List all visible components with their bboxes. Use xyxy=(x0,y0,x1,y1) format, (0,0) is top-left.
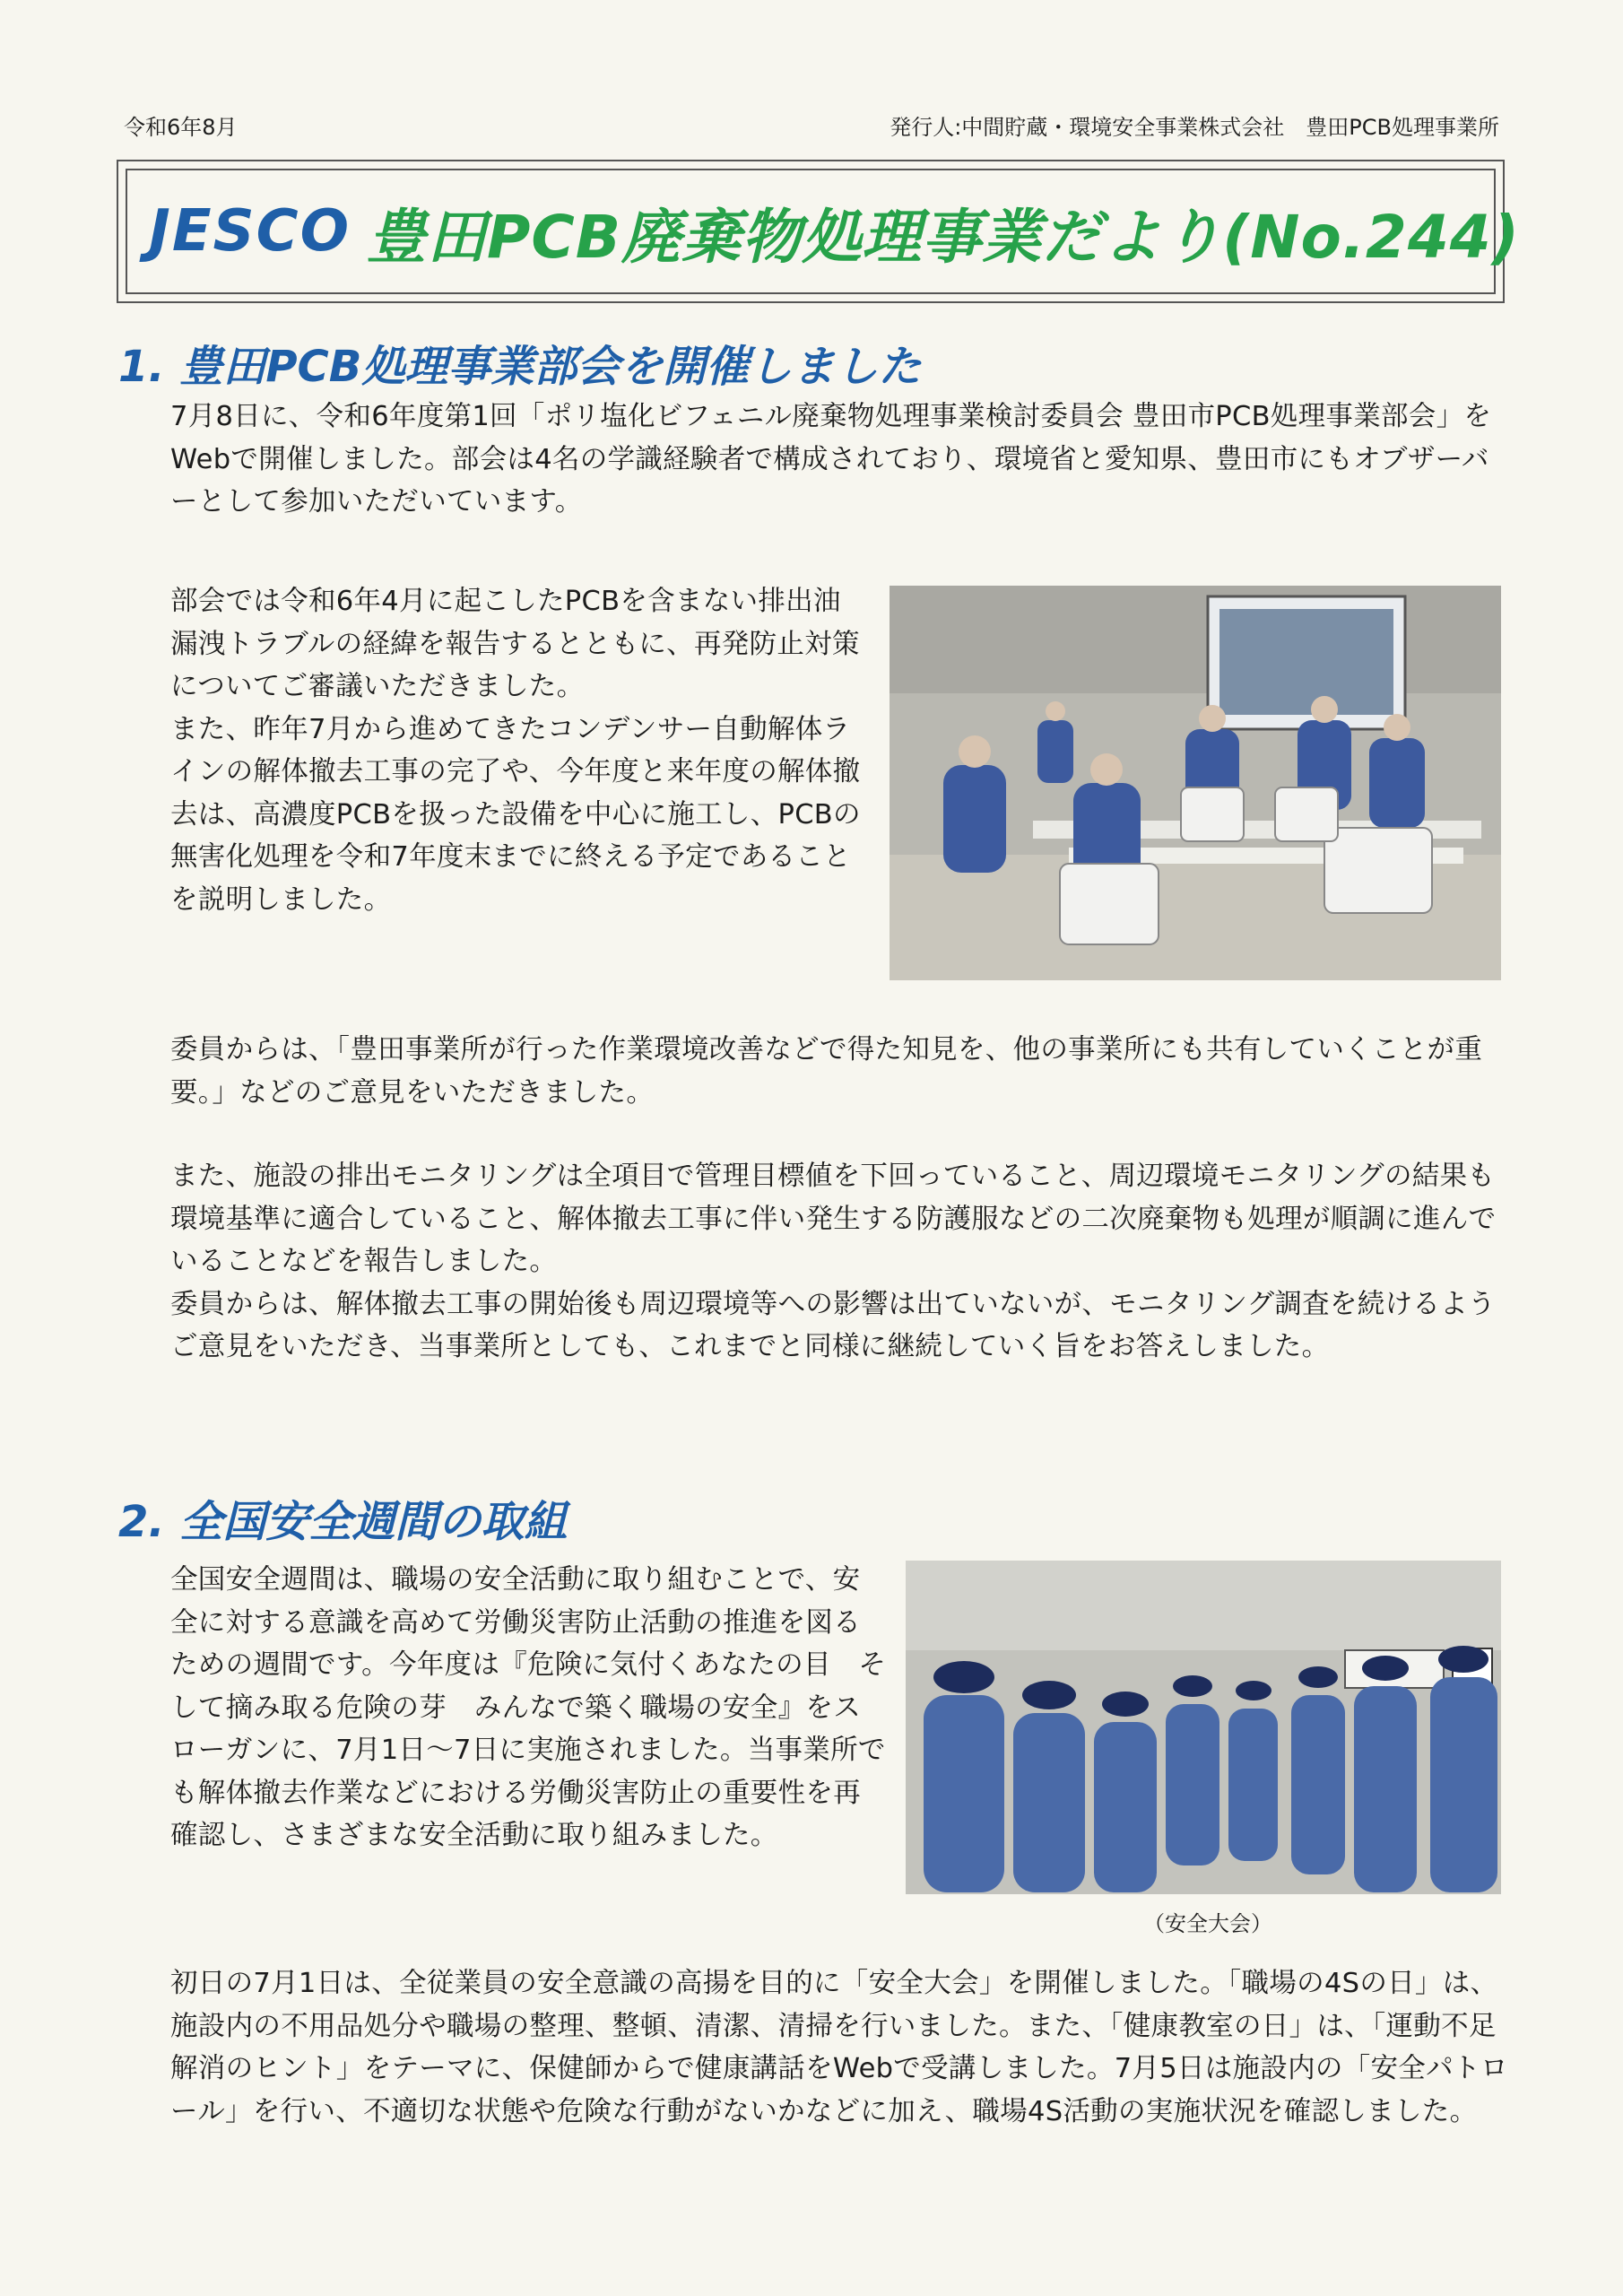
committee-meeting-photo xyxy=(890,586,1501,980)
publisher: 発行人:中間貯蔵・環境安全事業株式会社 豊田PCB処理事業所 xyxy=(890,115,1499,140)
newsletter-title: 豊田PCB廃棄物処理事業だより(No.244) xyxy=(367,202,1520,272)
section-2-paragraph-2: 初日の7月1日は、全従業員の安全意識の高揚を目的に「安全大会」を開催しました。「職場の4Sの日」は、施設内の不用品処分や職場の整理、整頓、清潔、清掃を行いました。また、「健康教室の日」は、「運動不足解消のヒント」をテーマに、保健師からで健康講話をWebで受講しました。7月5日は施設内の「安全パトロール」を行い、不適切な状態や危険な行動がないかなどに加え、職場4S活動の実施状況を確認しました。 xyxy=(170,1968,1508,2127)
banner-inner-frame xyxy=(126,169,1520,294)
section-1-paragraph-4: また、施設の排出モニタリングは全項目で管理目標値を下回っていること、周辺環境モニタリングの結果も環境基準に適合していること、解体撤去工事に伴い発生する防護服などの二次廃棄物も処理が順調に進んでいることなどを報告しました。 委員からは、解体撤去工事の開始後も周辺環境等への影響は出ていないが、モニタリング調査を続けるようご意見をいただき、当事業所としても、これまでと同様に継続していく旨をお答えしました。 xyxy=(170,1161,1497,1362)
safety-assembly-illustration xyxy=(906,1561,1501,1894)
section-1-paragraph-2: 部会では令和6年4月に起こしたPCBを含まない排出油漏洩トラブルの経緯を報告するとともに、再発防止対策についてご審議いただきました。 また、昨年7月から進めてきたコンデンサー自動解体ラインの解体撤去工事の完了や、今年度と来年度の解体撤去は、高濃度PCBを扱った設備を中心に施工し、PCBの無害化処理を令和7年度末までに終える予定であることを説明しました。 xyxy=(170,586,861,916)
section-2-heading: 2. 全国安全週間の取組 xyxy=(118,1497,568,1547)
jesco-logo-text: JESCO xyxy=(149,198,351,265)
section-1-paragraph-1: 7月8日に、令和6年度第1回「ポリ塩化ビフェニル廃棄物処理事業検討委員会 豊田市PCB処理事業部会」をWebで開催しました。部会は4名の学識経験者で構成されており、環境省と愛知県、豊田市にもオブザーバーとして参加いただいています。 xyxy=(170,401,1492,517)
issue-date: 令和6年8月 xyxy=(124,115,238,140)
section-1-heading: 1. 豊田PCB処理事業部会を開催しました xyxy=(118,342,922,392)
photo-caption: （安全大会） xyxy=(1143,1911,1272,1936)
newsletter-banner xyxy=(117,160,1520,303)
committee-meeting-illustration xyxy=(890,586,1501,980)
section-2-paragraph-1: 全国安全週間は、職場の安全活動に取り組むことで、安全に対する意識を高めて労働災害防止活動の推進を図るための週間です。今年度は『危険に気付くあなたの目 そして摘み取る危険の芽 みんなで築く職場の安全』をスローガンに、7月1日～7日に実施されました。当事業所でも解体撤去作業などにおける労働災害防止の重要性を再確認し、さまざまな安全活動に取り組みました。 xyxy=(170,1564,887,1851)
section-1-paragraph-3: 委員からは、「豊田事業所が行った作業環境改善などで得た知見を、他の事業所にも共有していくことが重要。」などのご意見をいただきました。 xyxy=(170,1034,1483,1109)
safety-assembly-photo xyxy=(906,1561,1501,1894)
